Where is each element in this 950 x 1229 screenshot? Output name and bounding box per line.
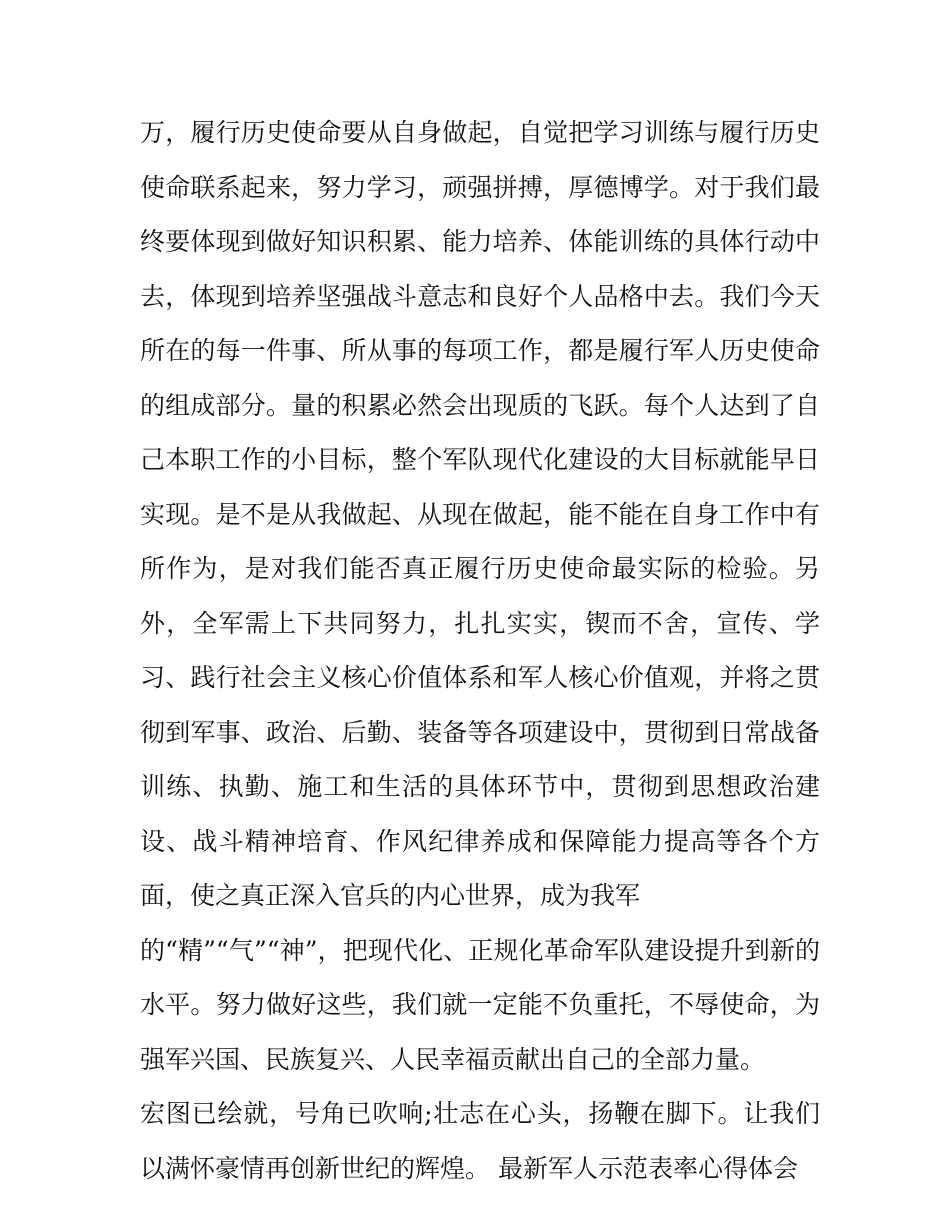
text-line: 实现。是不是从我做起、从现在做起，能不能在自身工作中有 [140,499,820,529]
text-line: 训练、执勤、施工和生活的具体环节中，贯彻到思想政治建 [140,772,820,801]
text-line: 的组成部分。量的积累必然会出现质的飞跃。每个人达到了自 [140,390,820,420]
text-line: 使命联系起来，努力学习，顽强拼搏，厚德博学。对于我们最 [140,172,820,202]
text-line: 所作为，是对我们能否真正履行历史使命最实际的检验。另 [140,554,820,583]
text-line: 习、践行社会主义核心价值体系和军人核心价值观，并将之贯 [140,663,820,692]
text-line: 宏图已绘就，号角已吹响;壮志在心头，扬鞭在脚下。让我们 [140,1099,820,1128]
text-line: 面，使之真正深入官兵的内心世界，成为我军 [140,881,641,910]
text-line: 水平。努力做好这些，我们就一定能不负重托，不辱使命，为 [140,990,820,1019]
text-line: 去，体现到培养坚强战斗意志和良好个人品格中去。我们今天 [140,281,820,311]
text-line: 终要体现到做好知识积累、能力培养、体能训练的具体行动中 [140,227,820,256]
text-line: 的“精”“气”“神”，把现代化、正规化革命军队建设提升到新的 [140,935,820,965]
text-line: 外，全军需上下共同努力，扎扎实实，锲而不舍，宣传、学 [140,608,820,638]
text-line: 所在的每一件事、所从事的每项工作，都是履行军人历史使命 [140,336,820,365]
text-line: 设、战斗精神培育、作风纪律养成和保障能力提高等各个方 [140,826,820,856]
text-line: 万，履行历史使命要从自身做起，自觉把学习训练与履行历史 [140,118,820,147]
text-line: 彻到军事、政治、后勤、装备等各项建设中，贯彻到日常战备 [140,717,820,747]
text-line: 以满怀豪情再创新世纪的辉煌。 最新军人示范表率心得体会 [140,1153,798,1183]
text-line: 己本职工作的小目标，整个军队现代化建设的大目标就能早日 [140,445,820,474]
body-text [140,106,820,1196]
text-line: 强军兴国、民族复兴、人民幸福贡献出自己的全部力量。 [140,1044,766,1074]
